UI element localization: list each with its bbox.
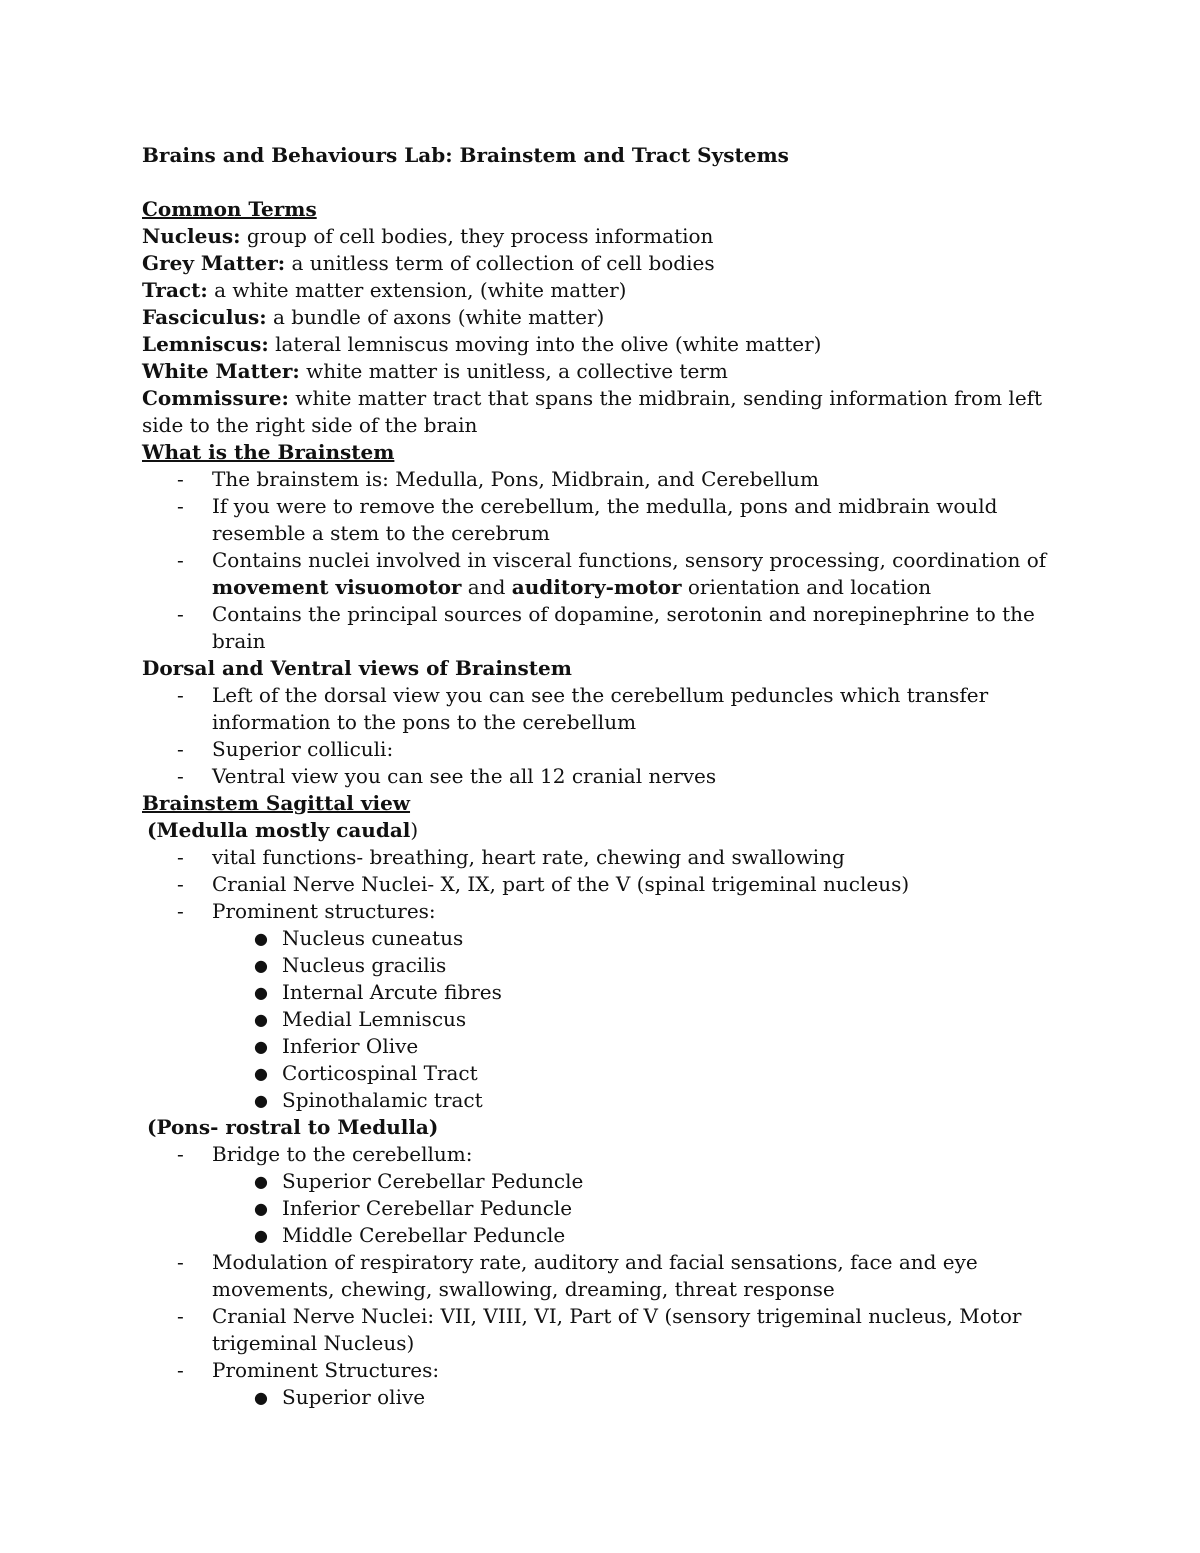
dash-marker: - <box>177 1250 184 1274</box>
term-tract: Tract: a white matter extension, (white matter) <box>142 278 627 302</box>
dash-marker: - <box>177 467 184 491</box>
bullet-marker: ● <box>254 929 268 948</box>
bullet-item: ● Internal Arcute fibres <box>254 980 502 1004</box>
list-item: - Ventral view you can see the all 12 cranial nerves <box>177 764 717 788</box>
bullet-marker: ● <box>254 1091 268 1110</box>
term-commissure: Commissure: white matter tract that spans the midbrain, sending information from left side to the right side of the brain <box>142 386 1043 437</box>
bullet-item: ● Superior olive <box>254 1385 426 1409</box>
bullet-marker: ● <box>254 1064 268 1083</box>
dash-marker: - <box>177 683 184 707</box>
bullet-marker: ● <box>254 1388 268 1407</box>
dorsal-ventral-heading: Dorsal and Ventral views of Brainstem <box>142 656 572 680</box>
document-page <box>142 142 1062 1411</box>
list-item: - Bridge to the cerebellum: <box>177 1142 473 1166</box>
bullet-marker: ● <box>254 1037 268 1056</box>
bullet-marker: ● <box>254 983 268 1002</box>
term-fasciculus: Fasciculus: a bundle of axons (white matter) <box>142 305 605 329</box>
pons-heading: (Pons- rostral to Medulla) <box>147 1115 439 1139</box>
list-item: - Prominent structures: <box>177 899 436 923</box>
bullet-marker: ● <box>254 1172 268 1191</box>
list-item: - Left of the dorsal view you can see the cerebellum peduncles which transfer information to the pons to the cerebellum <box>177 683 989 734</box>
bullet-marker: ● <box>254 956 268 975</box>
bullet-marker: ● <box>254 1226 268 1245</box>
bullet-marker: ● <box>254 1199 268 1218</box>
bullet-item: ● Inferior Olive <box>254 1034 419 1058</box>
list-item: - If you were to remove the cerebellum, the medulla, pons and midbrain would resemble a stem to the cerebrum <box>177 494 998 545</box>
list-item: - Prominent Structures: <box>177 1358 440 1382</box>
what-is-brainstem-heading: What is the Brainstem <box>142 440 395 464</box>
bullet-item: ● Nucleus gracilis <box>254 953 447 977</box>
list-item: - Contains nuclei involved in visceral functions, sensory processing, coordination of movement visuomotor and auditory-motor orientation and location <box>177 548 1047 599</box>
common-terms-heading: Common Terms <box>142 197 317 221</box>
bullet-item: ● Superior Cerebellar Peduncle <box>254 1169 584 1193</box>
term-grey-matter: Grey Matter: a unitless term of collection of cell bodies <box>142 251 715 275</box>
bullet-item: ● Nucleus cuneatus <box>254 926 464 950</box>
dash-marker: - <box>177 899 184 923</box>
bullet-item: ● Corticospinal Tract <box>254 1061 478 1085</box>
list-item: - Contains the principal sources of dopamine, serotonin and norepinephrine to the brain <box>177 602 1035 653</box>
dash-marker: - <box>177 872 184 896</box>
dash-marker: - <box>177 602 184 626</box>
document-title: Brains and Behaviours Lab: Brainstem and Tract Systems <box>142 143 789 167</box>
dash-marker: - <box>177 737 184 761</box>
sagittal-view-heading: Brainstem Sagittal view <box>142 791 411 815</box>
list-item: - Superior colliculi: <box>177 737 394 761</box>
dash-marker: - <box>177 1142 184 1166</box>
bullet-item: ● Middle Cerebellar Peduncle <box>254 1223 566 1247</box>
dash-marker: - <box>177 764 184 788</box>
list-item: - The brainstem is: Medulla, Pons, Midbrain, and Cerebellum <box>177 467 819 491</box>
list-item: - vital functions- breathing, heart rate, chewing and swallowing <box>177 845 845 869</box>
medulla-heading: (Medulla mostly caudal) <box>147 818 419 842</box>
bullet-item: ● Medial Lemniscus <box>254 1007 467 1031</box>
term-lemniscus: Lemniscus: lateral lemniscus moving into the olive (white matter) <box>142 332 822 356</box>
dash-marker: - <box>177 548 184 572</box>
term-nucleus: Nucleus: group of cell bodies, they process information <box>142 224 714 248</box>
list-item: - Cranial Nerve Nuclei- X, IX, part of the V (spinal trigeminal nucleus) <box>177 872 910 896</box>
dash-marker: - <box>177 494 184 518</box>
bullet-marker: ● <box>254 1010 268 1029</box>
bullet-item: ● Inferior Cerebellar Peduncle <box>254 1196 573 1220</box>
dash-marker: - <box>177 845 184 869</box>
bullet-item: ● Spinothalamic tract <box>254 1088 483 1112</box>
list-item: - Modulation of respiratory rate, auditory and facial sensations, face and eye movements, chewing, swallowing, dreaming, threat response <box>177 1250 978 1301</box>
term-white-matter: White Matter: white matter is unitless, a collective term <box>142 359 728 383</box>
list-item: - Cranial Nerve Nuclei: VII, VIII, VI, Part of V (sensory trigeminal nucleus, Motor trigeminal Nucleus) <box>177 1304 1022 1355</box>
dash-marker: - <box>177 1358 184 1382</box>
dash-marker: - <box>177 1304 184 1328</box>
